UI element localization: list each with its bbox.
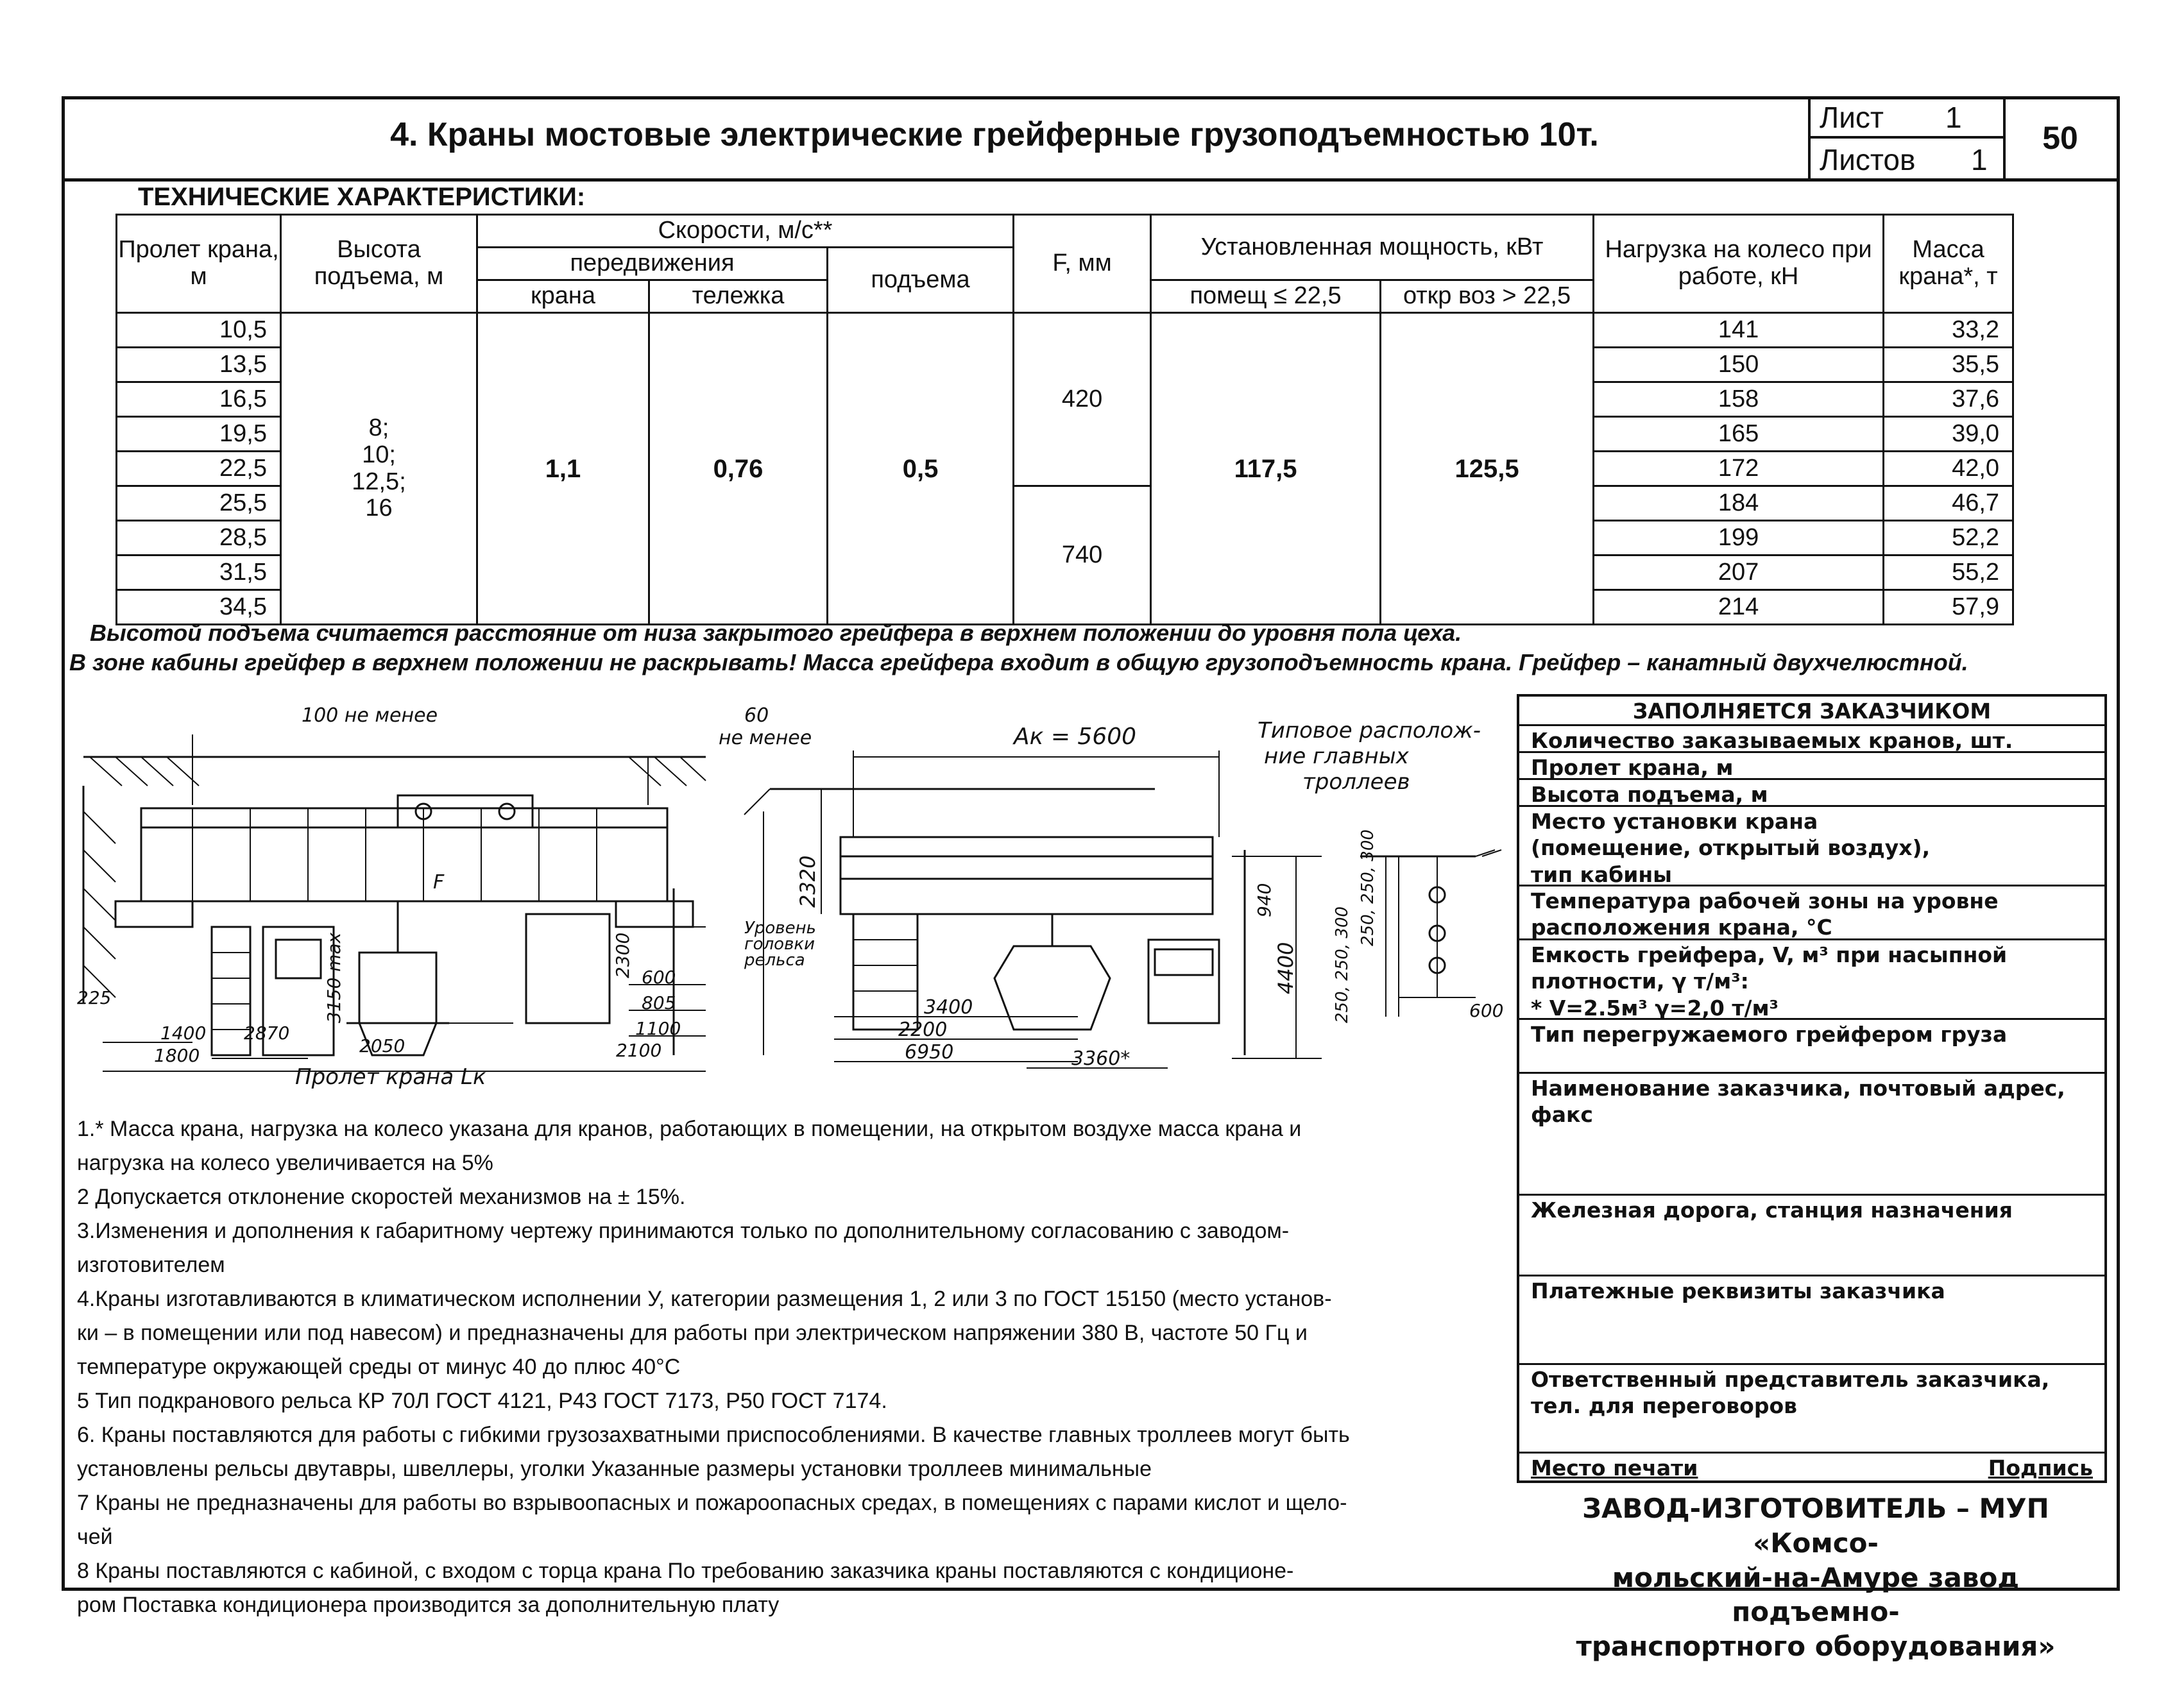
dim-2200: 2200 <box>898 1019 948 1041</box>
span-label: Пролет крана Lк <box>295 1064 486 1090</box>
footnote-line: температуре окружающей среды от минус 40 до плюс 40°С <box>77 1355 681 1379</box>
dim-ak: Ак = 5600 <box>1014 724 1137 750</box>
field-customer-name[interactable] <box>1519 1074 2104 1196</box>
load-cell: 184 <box>1594 486 1884 521</box>
footnotes <box>77 1113 1508 1623</box>
field-temperature-line: расположения крана, °С <box>1531 915 1832 940</box>
dim-3150: 3150 max <box>323 932 345 1023</box>
dim-2320: 2320 <box>796 855 820 908</box>
crane-drawing <box>64 696 1508 1094</box>
manufacturer-line: мольский-на-Амуре завод подъемно- <box>1612 1561 2020 1628</box>
footnote-line: 5 Тип подкранового рельса КР 70Л ГОСТ 4121, Р43 ГОСТ 7173, Р50 ГОСТ 7174. <box>77 1389 887 1413</box>
dim-250-lower: 250, 250, 300 <box>1333 906 1352 1023</box>
col-trolley-header: тележка <box>649 280 828 313</box>
stamp-sign-row <box>1519 1454 2104 1480</box>
dim-1800: 1800 <box>154 1045 200 1066</box>
load-cell: 214 <box>1594 590 1884 625</box>
dim-2300: 2300 <box>612 932 633 978</box>
dim-4400: 4400 <box>1274 942 1298 994</box>
col-load-header: Нагрузка на колесо при работе, кН <box>1594 215 1884 313</box>
mass-cell: 35,5 <box>1884 348 2013 382</box>
field-location-line: (помещение, открытый воздух), <box>1531 835 1931 861</box>
field-customer-line: факс <box>1531 1102 1593 1128</box>
span-cell: 22,5 <box>117 452 281 486</box>
dim-3360: 3360* <box>1071 1047 1130 1070</box>
load-cell: 141 <box>1594 313 1884 348</box>
field-grab-line: Емкость грейфера, V, м³ при насыпной <box>1531 942 2008 967</box>
footnote-line: нагрузка на колесо увеличивается на 5% <box>77 1151 493 1175</box>
load-cell: 158 <box>1594 382 1884 417</box>
sheet-value: 1 <box>1945 101 1962 134</box>
dim-6950: 6950 <box>905 1041 954 1064</box>
footnote-line: 8 Краны поставляются с кабиной, с входом с торца крана По требованию заказчика краны поставляются с кондиционе- <box>77 1559 1294 1583</box>
dim-1100: 1100 <box>635 1018 681 1039</box>
dim-f: F <box>433 871 445 894</box>
field-location-line: тип кабины <box>1531 861 1673 887</box>
height-value: 16 <box>365 495 393 522</box>
col-power-header: Установленная мощность, кВт <box>1151 215 1594 280</box>
span-cell: 31,5 <box>117 555 281 590</box>
field-grab-line: плотности, γ т/м³: <box>1531 969 1749 994</box>
sheet-info-box <box>1808 96 2006 180</box>
dim-2050: 2050 <box>359 1035 405 1056</box>
field-grab-line: * V=2.5м³ γ=2,0 т/м³ <box>1531 995 1779 1021</box>
dim-805: 805 <box>642 992 676 1013</box>
sign-label: Подпись <box>1988 1455 2093 1480</box>
col-lift-header: подъема <box>828 248 1014 313</box>
rail-level-3: рельса <box>744 951 805 970</box>
field-railway[interactable]: Железная дорога, станция назначения <box>1519 1196 2104 1276</box>
power-out-cell: 125,5 <box>1381 313 1594 625</box>
dim-2870: 2870 <box>244 1022 290 1044</box>
field-grab-capacity[interactable] <box>1519 940 2104 1020</box>
dim-600-right: 600 <box>1469 1000 1504 1021</box>
trolley-label-2: ние главных <box>1264 743 1409 769</box>
dim-600: 600 <box>642 967 676 988</box>
footnote-line: ром Поставка кондиционера производится за дополнительную плату <box>77 1593 780 1617</box>
field-height[interactable]: Высота подъема, м <box>1519 780 2104 807</box>
height-value: 10; <box>362 441 396 468</box>
field-location-line: Место установки крана <box>1531 809 1818 834</box>
dim-ne-menee: не менее <box>719 727 812 749</box>
field-representative[interactable] <box>1519 1365 2104 1454</box>
col-speeds-header: Скорости, м/с** <box>477 215 1014 248</box>
stamp-label: Место печати <box>1531 1455 1698 1480</box>
field-customer-line: Наименование заказчика, почтовый адрес, <box>1531 1076 2065 1101</box>
manufacturer-line: ЗАВОД-ИЗГОТОВИТЕЛЬ – МУП «Комсо- <box>1582 1493 2049 1559</box>
speed-lift-cell: 0,5 <box>828 313 1014 625</box>
sheets-value: 1 <box>1971 143 1988 176</box>
col-crane-header: крана <box>477 280 649 313</box>
field-quantity[interactable]: Количество заказываемых кранов, шт. <box>1519 726 2104 753</box>
dim-1400: 1400 <box>160 1022 207 1044</box>
footnote-line: 2 Допускается отклонение скоростей механизмов на ± 15%. <box>77 1185 686 1209</box>
note-lift-height: Высотой подъема считается расстояние от низа закрытого грейфера в верхнем положении до уровня пола цеха. <box>90 620 1462 646</box>
mass-cell: 37,6 <box>1884 382 2013 417</box>
mass-cell: 39,0 <box>1884 417 2013 452</box>
height-value: 12,5; <box>352 468 406 495</box>
rail-level-2: головки <box>744 935 815 954</box>
trolley-label-1: Типовое располож- <box>1258 718 1481 743</box>
load-cell: 172 <box>1594 452 1884 486</box>
speed-trolley-cell: 0,76 <box>649 313 828 625</box>
field-temperature-line: Температура рабочей зоны на уровне <box>1531 888 1999 913</box>
note-grab-zone: В зоне кабины грейфер в верхнем положении не раскрывать! Масса грейфера входит в общую грузоподъемность крана. Грейфер – канатный двухчелюстной. <box>69 649 1968 675</box>
col-height-header: Высота подъема, м <box>281 215 477 313</box>
dim-250-upper: 250, 250, 300 <box>1358 829 1378 946</box>
tech-heading: ТЕХНИЧЕСКИЕ ХАРАКТЕРИСТИКИ: <box>138 183 586 211</box>
dim-100: 100 не менее <box>302 704 438 727</box>
speed-crane-cell: 1,1 <box>477 313 649 625</box>
span-cell: 28,5 <box>117 521 281 555</box>
power-in-cell: 117,5 <box>1151 313 1381 625</box>
span-cell: 10,5 <box>117 313 281 348</box>
span-cell: 34,5 <box>117 590 281 625</box>
sheet-label: Лист <box>1820 101 1884 134</box>
field-representative-line: тел. для переговоров <box>1531 1393 1798 1419</box>
load-cell: 207 <box>1594 555 1884 590</box>
col-travel-header: передвижения <box>477 248 828 280</box>
footnote-line: установлены рельсы двутавры, швеллеры, уголки Указанные размеры установки троллеев минимальные <box>77 1457 1152 1481</box>
f-top-cell: 420 <box>1014 313 1151 486</box>
col-power-out-header: откр воз > 22,5 <box>1381 280 1594 313</box>
footnote-line: 7 Краны не предназначены для работы во взрывоопасных и пожароопасных средах, в помещениях с парами кислот и щело- <box>77 1491 1347 1515</box>
mass-cell: 33,2 <box>1884 313 2013 348</box>
height-value: 8; <box>368 414 389 441</box>
page-title: 4. Краны мостовые электрические грейферные грузоподъемностью 10т. <box>390 116 1599 153</box>
sheets-label: Листов <box>1820 143 1916 176</box>
manufacturer <box>1527 1491 2104 1664</box>
field-cargo-type[interactable]: Тип перегружаемого грейфером груза <box>1519 1020 2104 1074</box>
field-location[interactable] <box>1519 807 2104 886</box>
footnote-line: 6. Краны поставляются для работы с гибкими грузозахватными приспособлениями. В качестве главных троллеев могут быть <box>77 1423 1350 1447</box>
height-cell <box>281 313 477 625</box>
span-cell: 13,5 <box>117 348 281 382</box>
footnote-line: изготовителем <box>77 1253 225 1277</box>
field-temperature[interactable] <box>1519 886 2104 940</box>
field-representative-line: Ответственный представитель заказчика, <box>1531 1367 2050 1392</box>
span-cell: 16,5 <box>117 382 281 417</box>
dim-940: 940 <box>1254 883 1275 917</box>
page-number: 50 <box>2042 120 2078 156</box>
col-power-in-header: помещ ≤ 22,5 <box>1151 280 1381 313</box>
span-cell: 19,5 <box>117 417 281 452</box>
mass-cell: 42,0 <box>1884 452 2013 486</box>
dim-2100: 2100 <box>616 1040 662 1061</box>
load-cell: 150 <box>1594 348 1884 382</box>
customer-form-header: ЗАПОЛНЯЕТСЯ ЗАКАЗЧИКОМ <box>1519 697 2104 726</box>
mass-cell: 55,2 <box>1884 555 2013 590</box>
field-span[interactable]: Пролет крана, м <box>1519 753 2104 780</box>
f-bottom-cell: 740 <box>1014 486 1151 625</box>
dim-60: 60 <box>744 704 769 727</box>
footnote-line: ки – в помещении или под навесом) и предназначены для работы при электрическом напряжении 380 В, частоте 50 Гц и <box>77 1321 1308 1345</box>
mass-cell: 57,9 <box>1884 590 2013 625</box>
trolley-label-3: троллеев <box>1302 769 1410 795</box>
footnote-line: 1.* Масса крана, нагрузка на колесо указана для кранов, работающих в помещении, на открытом воздухе масса крана и <box>77 1117 1302 1141</box>
footnote-line: чей <box>77 1525 113 1549</box>
manufacturer-line: транспортного оборудования» <box>1576 1631 2056 1662</box>
mass-cell: 46,7 <box>1884 486 2013 521</box>
load-cell: 165 <box>1594 417 1884 452</box>
col-mass-header: Масса крана*, т <box>1884 215 2013 313</box>
span-cell: 25,5 <box>117 486 281 521</box>
col-span-header: Пролет крана, м <box>117 215 281 313</box>
field-payment[interactable]: Платежные реквизиты заказчика <box>1519 1276 2104 1365</box>
customer-form <box>1517 694 2107 1483</box>
mass-cell: 52,2 <box>1884 521 2013 555</box>
col-f-header: F, мм <box>1014 215 1151 313</box>
footnote-line: 4.Краны изготавливаются в климатическом исполнении У, категории размещения 1, 2 или 3 по ГОСТ 15150 (место установ- <box>77 1287 1332 1311</box>
rail-level-1: Уровень <box>744 919 816 938</box>
footnote-line: 3.Изменения и дополнения к габаритному чертежу принимаются только по дополнительному согласованию с заводом- <box>77 1219 1290 1243</box>
dim-3400: 3400 <box>924 996 973 1019</box>
spec-table <box>115 214 2014 625</box>
dim-225: 225 <box>77 987 112 1008</box>
load-cell: 199 <box>1594 521 1884 555</box>
